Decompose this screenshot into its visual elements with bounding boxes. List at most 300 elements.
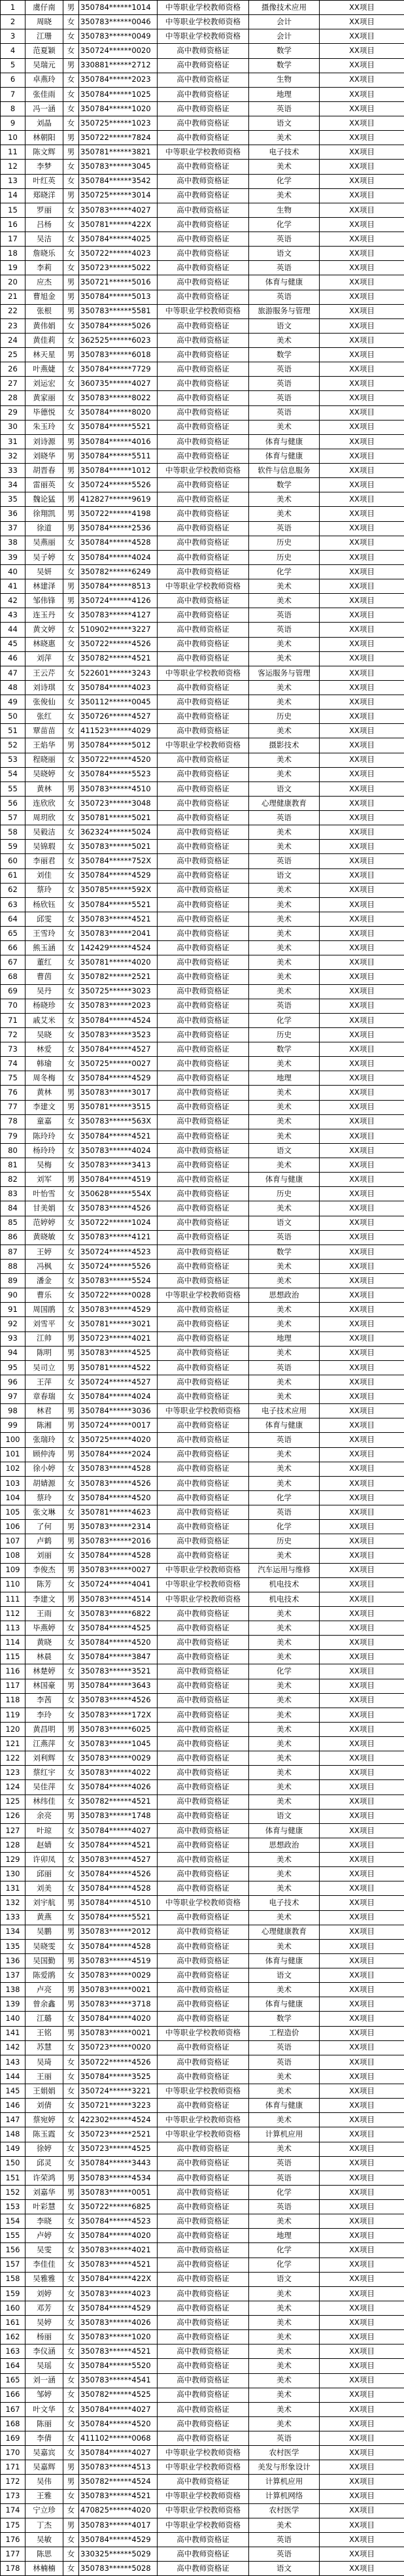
certificate-type: 高中教师资格证: [158, 318, 249, 333]
candidate-name: 林楠楠: [25, 2562, 63, 2576]
subject: 美术: [249, 2518, 320, 2532]
subject: 历史: [249, 1027, 320, 1042]
certificate-type: 高中教师资格证: [158, 1086, 249, 1100]
candidate-id-number: 350784******4520: [79, 1636, 158, 1650]
table-row: [1, 2012, 404, 2026]
candidate-name: 卢亮: [25, 1983, 63, 1997]
row-number: 48: [1, 680, 25, 695]
program-type: XX项目: [320, 999, 404, 1013]
table-row: [1, 1867, 404, 1881]
table-row: [1, 362, 404, 377]
certificate-type: 高中教师资格证: [158, 203, 249, 217]
candidate-name: 杨玲玲: [25, 1143, 63, 1158]
program-type: XX项目: [320, 2229, 404, 2243]
candidate-gender: 女: [63, 767, 79, 781]
candidate-name: 余亮: [25, 1809, 63, 1823]
subject: 美术: [249, 1780, 320, 1795]
candidate-id-number: 350784******4020: [79, 2229, 158, 2243]
row-number: 87: [1, 1245, 25, 1259]
row-number: 88: [1, 1259, 25, 1273]
candidate-gender: 女: [63, 2388, 79, 2402]
candidate-name: 徐婷: [25, 2142, 63, 2156]
program-type: XX项目: [320, 2330, 404, 2344]
subject: 电子技术: [249, 145, 320, 160]
certificate-type: 高中教师资格证: [158, 2156, 249, 2171]
certificate-type: 高中教师资格证: [158, 1447, 249, 1462]
row-number: 161: [1, 2316, 25, 2330]
program-type: XX项目: [320, 550, 404, 564]
table-row: [1, 2388, 404, 2402]
row-number: 149: [1, 2142, 25, 2156]
subject: 机电技术: [249, 1592, 320, 1606]
row-number: 174: [1, 2503, 25, 2518]
candidate-id-number: 350784******5521: [79, 1910, 158, 1925]
candidate-id-number: 350781******3021: [79, 1317, 158, 1331]
table-row: [1, 1245, 404, 1259]
subject: 美术: [249, 2316, 320, 2330]
candidate-id-number: 350784******5523: [79, 767, 158, 781]
candidate-name: 张佳雨: [25, 87, 63, 101]
row-number: 10: [1, 131, 25, 145]
candidate-gender: 男: [63, 1331, 79, 1346]
candidate-id-number: 350784******2536: [79, 521, 158, 536]
candidate-gender: 女: [63, 377, 79, 391]
candidate-gender: 女: [63, 44, 79, 58]
candidate-name: 吴瑞元: [25, 58, 63, 73]
candidate-name: 吴佳萍: [25, 1780, 63, 1795]
candidate-name: 王娟娟: [25, 2084, 63, 2099]
candidate-id-number: 350785******592X: [79, 883, 158, 897]
certificate-type: 高中教师资格证: [158, 680, 249, 695]
row-number: 80: [1, 1143, 25, 1158]
program-type: XX项目: [320, 2012, 404, 2026]
candidate-name: 吴雅雅: [25, 2272, 63, 2286]
row-number: 116: [1, 1664, 25, 1679]
program-type: XX项目: [320, 1592, 404, 1606]
row-number: 75: [1, 1071, 25, 1086]
certificate-type: 高中教师资格证: [158, 478, 249, 492]
row-number: 143: [1, 2055, 25, 2069]
candidate-gender: 男: [63, 1953, 79, 1968]
candidate-id-number: 350783******4529: [79, 1303, 158, 1317]
row-number: 65: [1, 927, 25, 941]
subject: 软件与信息服务: [249, 464, 320, 478]
program-type: XX项目: [320, 521, 404, 536]
table-row: [1, 1303, 404, 1317]
candidate-id-number: 350783******5581: [79, 304, 158, 318]
candidate-name: 赵婧: [25, 1838, 63, 1852]
certificate-type: 高中教师资格证: [158, 623, 249, 637]
candidate-gender: 女: [63, 1230, 79, 1245]
subject: 计算机网络: [249, 2489, 320, 2503]
subject: 美术: [249, 579, 320, 594]
subject: 英语: [249, 391, 320, 405]
candidate-id-number: 350784******4528: [79, 536, 158, 550]
candidate-gender: 女: [63, 478, 79, 492]
row-number: 95: [1, 1360, 25, 1375]
certificate-type: 高中教师资格证: [158, 1708, 249, 1722]
subject: 美术: [249, 1983, 320, 1997]
table-row: [1, 1288, 404, 1303]
table-row: [1, 1129, 404, 1143]
candidate-gender: 女: [63, 840, 79, 854]
table-row: [1, 680, 404, 695]
candidate-name: 了何: [25, 1520, 63, 1534]
subject: 美术: [249, 840, 320, 854]
row-number: 141: [1, 2026, 25, 2040]
subject: 化学: [249, 2258, 320, 2272]
row-number: 177: [1, 2547, 25, 2562]
row-number: 33: [1, 464, 25, 478]
program-type: XX项目: [320, 1013, 404, 1027]
candidate-gender: 女: [63, 1939, 79, 1953]
program-type: XX项目: [320, 492, 404, 507]
certificate-type: 高中教师资格证: [158, 1968, 249, 1983]
row-number: 169: [1, 2431, 25, 2446]
program-type: XX项目: [320, 2402, 404, 2416]
table-row: [1, 1896, 404, 1910]
certificate-type: 高中教师资格证: [158, 377, 249, 391]
program-type: XX项目: [320, 2069, 404, 2084]
table-row: [1, 2156, 404, 2171]
program-type: XX项目: [320, 738, 404, 753]
row-number: 5: [1, 58, 25, 73]
subject: 美术: [249, 1881, 320, 1896]
program-type: XX项目: [320, 1881, 404, 1896]
candidate-id-number: 350783******4024: [79, 1143, 158, 1158]
candidate-id-number: 350722******6825: [79, 2200, 158, 2214]
subject: 化学: [249, 1520, 320, 1534]
candidate-name: 叶彩慧: [25, 2200, 63, 2214]
table-row: [1, 2359, 404, 2373]
program-type: XX项目: [320, 1621, 404, 1636]
row-number: 28: [1, 391, 25, 405]
program-type: XX项目: [320, 1, 404, 15]
candidate-name: 杨丽: [25, 2330, 63, 2344]
candidate-id-number: 350722******4526: [79, 2055, 158, 2069]
subject: 英语: [249, 362, 320, 377]
certificate-type: 高中教师资格证: [158, 73, 249, 87]
table-row: [1, 2099, 404, 2113]
row-number: 15: [1, 203, 25, 217]
program-type: XX项目: [320, 1664, 404, 1679]
row-number: 50: [1, 710, 25, 724]
candidate-name: 李晓: [25, 2214, 63, 2229]
candidate-name: 吴燕丽: [25, 536, 63, 550]
subject: 美术: [249, 2344, 320, 2359]
subject: 英语: [249, 1230, 320, 1245]
row-number: 157: [1, 2258, 25, 2272]
certificate-type: 高中教师资格证: [158, 275, 249, 290]
candidate-id-number: 350783******5021: [79, 840, 158, 854]
certificate-type: 高中教师资格证: [158, 1795, 249, 1809]
table-row: [1, 1230, 404, 1245]
candidate-gender: 女: [63, 2446, 79, 2460]
table-row: [1, 738, 404, 753]
row-number: 26: [1, 362, 25, 377]
row-number: 32: [1, 449, 25, 463]
row-number: 16: [1, 217, 25, 232]
program-type: XX项目: [320, 362, 404, 377]
candidate-name: 吴子婷: [25, 550, 63, 564]
candidate-name: 黄佳莉: [25, 333, 63, 347]
candidate-name: 王婷: [25, 1245, 63, 1259]
candidate-name: 吴洁: [25, 232, 63, 247]
table-row: [1, 1071, 404, 1086]
candidate-gender: 女: [63, 1823, 79, 1838]
candidate-gender: 女: [63, 912, 79, 926]
candidate-name: 丁杰: [25, 2518, 63, 2532]
candidate-gender: 男: [63, 1, 79, 15]
table-row: [1, 941, 404, 955]
row-number: 83: [1, 1187, 25, 1201]
candidate-id-number: 350784******4020: [79, 2012, 158, 2026]
candidate-id-number: 350783******4526: [79, 1476, 158, 1490]
subject: 英语: [249, 2156, 320, 2171]
candidate-id-number: 350784******5521: [79, 420, 158, 434]
candidate-id-number: 350784******4520: [79, 1490, 158, 1505]
program-type: XX项目: [320, 420, 404, 434]
table-row: [1, 1, 404, 15]
certificate-type: 高中教师资格证: [158, 1983, 249, 1997]
table-row: [1, 1057, 404, 1071]
program-type: XX项目: [320, 623, 404, 637]
candidate-id-number: 350783******4526: [79, 1693, 158, 1708]
row-number: 173: [1, 2489, 25, 2503]
program-type: XX项目: [320, 1939, 404, 1953]
subject: 美术: [249, 2214, 320, 2229]
certificate-type: 高中教师资格证: [158, 710, 249, 724]
program-type: XX项目: [320, 1259, 404, 1273]
program-type: XX项目: [320, 2316, 404, 2330]
table-row: [1, 15, 404, 29]
candidate-id-number: 350784******4526: [79, 1867, 158, 1881]
candidate-gender: 男: [63, 290, 79, 304]
candidate-gender: 女: [63, 2156, 79, 2171]
candidate-name: 李建文: [25, 1100, 63, 1114]
row-number: 36: [1, 507, 25, 521]
candidate-gender: 男: [63, 131, 79, 145]
subject: 电子技术应用: [249, 1404, 320, 1418]
candidate-gender: 女: [63, 2142, 79, 2156]
candidate-gender: 女: [63, 2099, 79, 2113]
program-type: XX项目: [320, 87, 404, 101]
subject: 英语: [249, 2532, 320, 2547]
candidate-gender: 男: [63, 58, 79, 73]
certificate-type: 高中教师资格证: [158, 1114, 249, 1129]
certificate-type: 高中教师资格证: [158, 1027, 249, 1042]
certificate-type: 高中教师资格证: [158, 1057, 249, 1071]
program-type: XX项目: [320, 710, 404, 724]
program-type: XX项目: [320, 854, 404, 868]
candidate-id-number: 350784******3643: [79, 1679, 158, 1693]
table-row: [1, 2344, 404, 2359]
table-row: [1, 2055, 404, 2069]
candidate-id-number: 350783******4017: [79, 2518, 158, 2532]
subject: 摄影技术: [249, 738, 320, 753]
certificate-type: 高中教师资格证: [158, 695, 249, 710]
subject: 语文: [249, 868, 320, 883]
candidate-id-number: 350783******4022: [79, 1766, 158, 1780]
program-type: XX项目: [320, 2200, 404, 2214]
candidate-gender: 女: [63, 2373, 79, 2388]
candidate-id-number: 350783******2314: [79, 1520, 158, 1534]
candidate-gender: 女: [63, 318, 79, 333]
row-number: 124: [1, 1780, 25, 1795]
candidate-id-number: 350783******4026: [79, 2316, 158, 2330]
row-number: 110: [1, 1577, 25, 1592]
candidate-id-number: 470825******4020: [79, 2503, 158, 2518]
subject: 英语: [249, 2200, 320, 2214]
program-type: XX项目: [320, 2518, 404, 2532]
candidate-name: 应杰: [25, 275, 63, 290]
subject: 数学: [249, 44, 320, 58]
row-number: 125: [1, 1795, 25, 1809]
candidate-id-number: 350784******1014: [79, 1, 158, 15]
candidate-gender: 女: [63, 1187, 79, 1201]
candidate-gender: 女: [63, 999, 79, 1013]
subject: 地理: [249, 1331, 320, 1346]
row-number: 1: [1, 1, 25, 15]
program-type: XX项目: [320, 2503, 404, 2518]
certificate-type: 高中教师资格证: [158, 1549, 249, 1563]
program-type: XX项目: [320, 2547, 404, 2562]
certificate-type: 高中教师资格证: [158, 1143, 249, 1158]
row-number: 27: [1, 377, 25, 391]
candidate-gender: 女: [63, 2286, 79, 2301]
candidate-gender: 女: [63, 1158, 79, 1173]
candidate-id-number: 350783******0049: [79, 29, 158, 44]
row-number: 171: [1, 2460, 25, 2475]
program-type: XX项目: [320, 391, 404, 405]
row-number: 17: [1, 232, 25, 247]
row-number: 127: [1, 1823, 25, 1838]
row-number: 137: [1, 1968, 25, 1983]
certificate-type: 中等职业学校教师资格: [158, 29, 249, 44]
table-row: [1, 1259, 404, 1273]
candidate-gender: 女: [63, 391, 79, 405]
row-number: 90: [1, 1288, 25, 1303]
certificate-type: 高中教师资格证: [158, 564, 249, 579]
candidate-name: 吴鹏: [25, 1925, 63, 1939]
program-type: XX项目: [320, 29, 404, 44]
candidate-gender: 女: [63, 1968, 79, 1983]
candidate-gender: 男: [63, 188, 79, 203]
subject: 美术: [249, 1100, 320, 1114]
row-number: 62: [1, 883, 25, 897]
row-number: 93: [1, 1331, 25, 1346]
subject: 机电技术: [249, 1577, 320, 1592]
subject: 美术: [249, 1693, 320, 1708]
row-number: 71: [1, 1013, 25, 1027]
certificate-type: 高中教师资格证: [158, 2286, 249, 2301]
certificate-type: 高中教师资格证: [158, 2344, 249, 2359]
row-number: 154: [1, 2214, 25, 2229]
candidate-name: 王雨: [25, 1606, 63, 1621]
program-type: XX项目: [320, 927, 404, 941]
candidate-id-number: 350784******5521: [79, 897, 158, 912]
table-row: [1, 796, 404, 810]
candidate-name: 叶文华: [25, 2402, 63, 2416]
row-number: 117: [1, 1679, 25, 1693]
candidate-id-number: 350784******1025: [79, 87, 158, 101]
table-row: [1, 2243, 404, 2258]
certificate-type: 中等职业学校教师资格: [158, 304, 249, 318]
subject: 美发与形象设计: [249, 2460, 320, 2475]
table-row: [1, 2532, 404, 2547]
certificate-type: 中等职业学校教师资格: [158, 15, 249, 29]
row-number: 47: [1, 666, 25, 680]
candidate-gender: 女: [63, 2055, 79, 2069]
table-row: [1, 2171, 404, 2185]
candidate-id-number: 350112******0045: [79, 695, 158, 710]
subject: 美术: [249, 1114, 320, 1129]
candidate-gender: 女: [63, 2316, 79, 2330]
table-row: [1, 87, 404, 101]
row-number: 175: [1, 2518, 25, 2532]
table-row: [1, 188, 404, 203]
row-number: 144: [1, 2069, 25, 2084]
subject: 语文: [249, 781, 320, 796]
candidate-gender: 男: [63, 492, 79, 507]
candidate-gender: 男: [63, 2171, 79, 2185]
candidate-name: 刘嘉华: [25, 2185, 63, 2199]
candidate-id-number: 350784******4026: [79, 1780, 158, 1795]
table-row: [1, 1838, 404, 1852]
candidate-id-number: 350725******3014: [79, 188, 158, 203]
candidate-name: 江璐: [25, 2012, 63, 2026]
candidate-name: 吴婷: [25, 2316, 63, 2330]
candidate-name: 魏论猛: [25, 492, 63, 507]
subject: 体育与健康: [249, 1823, 320, 1838]
table-row: [1, 2518, 404, 2532]
subject: 美术: [249, 1853, 320, 1867]
candidate-name: 邹伟锋: [25, 594, 63, 608]
candidate-gender: 女: [63, 116, 79, 131]
certificate-type: 高中教师资格证: [158, 1317, 249, 1331]
program-type: XX项目: [320, 2475, 404, 2489]
certificate-type: 高中教师资格证: [158, 1245, 249, 1259]
candidate-id-number: 330881******2712: [79, 58, 158, 73]
candidate-name: 黄林: [25, 1086, 63, 1100]
program-type: XX项目: [320, 680, 404, 695]
candidate-id-number: 350783******6822: [79, 1606, 158, 1621]
program-type: XX项目: [320, 1201, 404, 1216]
subject: 美术: [249, 420, 320, 434]
program-type: XX项目: [320, 1303, 404, 1317]
candidate-name: 张红: [25, 710, 63, 724]
subject: 美术: [249, 333, 320, 347]
subject: 美术: [249, 1086, 320, 1100]
candidate-gender: 女: [63, 1577, 79, 1592]
candidate-name: 吴琦: [25, 2055, 63, 2069]
table-row: [1, 377, 404, 391]
program-type: XX项目: [320, 188, 404, 203]
program-type: XX项目: [320, 666, 404, 680]
program-type: XX项目: [320, 1997, 404, 2012]
row-number: 63: [1, 897, 25, 912]
candidate-name: 童嘉: [25, 1114, 63, 1129]
candidate-name: 李建文: [25, 1592, 63, 1606]
certificate-type: 高中教师资格证: [158, 1679, 249, 1693]
candidate-id-number: 350781******3821: [79, 145, 158, 160]
program-type: XX项目: [320, 1216, 404, 1230]
candidate-id-number: 350784******4528: [79, 1881, 158, 1896]
candidate-name: 林建泽: [25, 579, 63, 594]
table-row: [1, 2475, 404, 2489]
subject: 美术: [249, 825, 320, 840]
table-row: [1, 1143, 404, 1158]
